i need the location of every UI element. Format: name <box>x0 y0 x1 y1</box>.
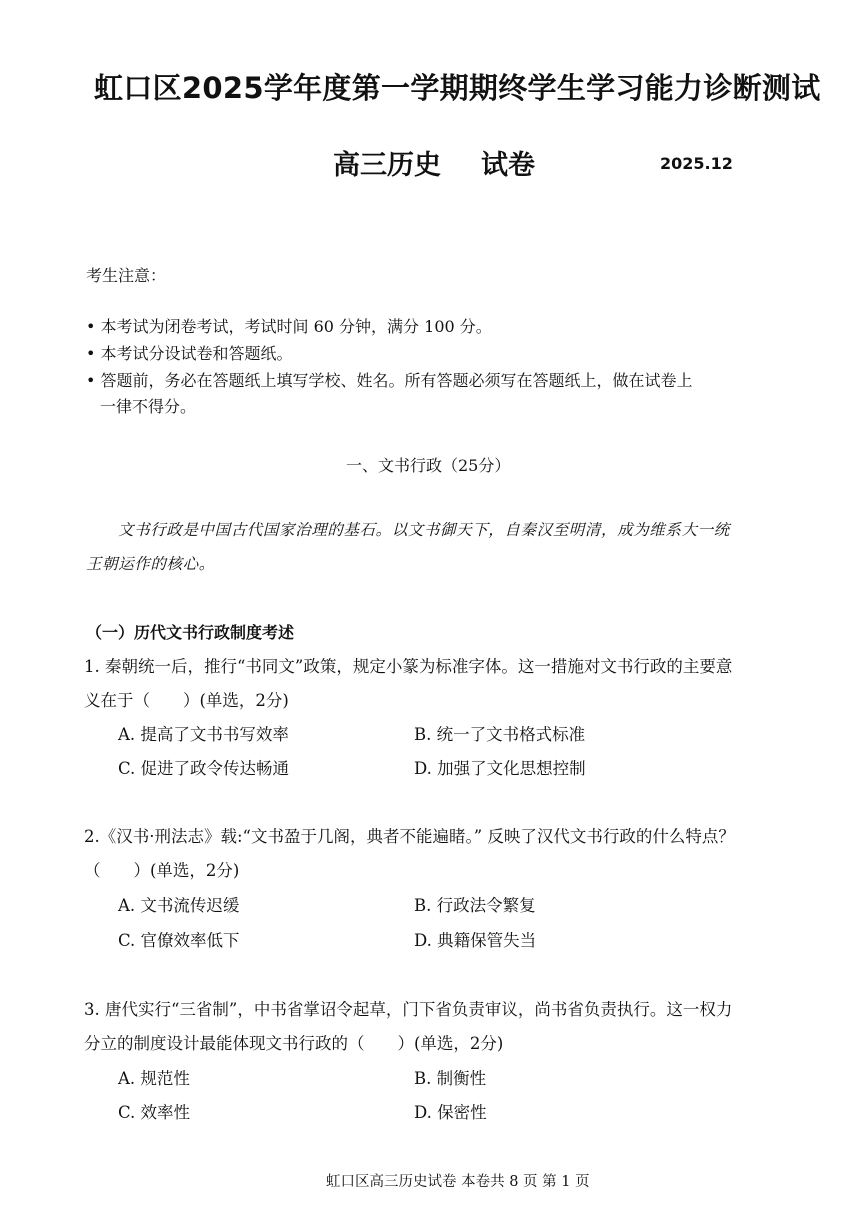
question-2-option-a: A. 文书流传迟缓 <box>118 896 240 915</box>
notice-item: • 本考试为闭卷考试，考试时间 60 分钟，满分 100 分。 <box>86 317 492 336</box>
question-1-option-d: D. 加强了文化思想控制 <box>414 759 586 778</box>
question-2-option-c: C. 官僚效率低下 <box>118 931 240 950</box>
exam-title: 虹口区2025学年度第一学期期终学生学习能力诊断测试 <box>94 71 821 105</box>
notice-heading: 考生注意： <box>86 266 167 285</box>
subsection-title: （一）历代文书行政制度考述 <box>86 623 295 642</box>
question-1-option-c: C. 促进了政令传达畅通 <box>118 759 290 778</box>
section-intro: 王朝运作的核心。 <box>86 555 215 573</box>
notice-item-continuation: 一律不得分。 <box>100 397 197 416</box>
exam-subtitle <box>333 143 535 182</box>
notice-item: • 答题前，务必在答题纸上填写学校、姓名。所有答题必须写在答题纸上，做在试卷上 <box>86 371 693 390</box>
exam-date: 2025.12 <box>660 154 733 173</box>
question-3-stem: 分立的制度设计最能体现文书行政的（ ）(单选，2分) <box>84 1034 504 1053</box>
question-2-stem: 2.《汉书·刑法志》载:“文书盈于几阁，典者不能遍睹。” 反映了汉代文书行政的什么特点？ <box>84 827 735 846</box>
question-2-stem: （ ）(单选，2分) <box>84 861 240 880</box>
question-3-option-b: B. 制衡性 <box>414 1069 487 1088</box>
notice-item: • 本考试分设试卷和答题纸。 <box>86 344 293 363</box>
paper-label: 试卷 <box>481 150 535 181</box>
question-3-option-d: D. 保密性 <box>414 1103 487 1122</box>
section-title: 一、文书行政（25分） <box>346 456 511 475</box>
question-3-stem: 3. 唐代实行“三省制”，中书省掌诏令起草，门下省负责审议，尚书省负责执行。这一权力 <box>84 1000 733 1019</box>
question-1-option-b: B. 统一了文书格式标准 <box>414 725 586 744</box>
page-footer: 虹口区高三历史试卷 本卷共 8 页 第 1 页 <box>326 1174 590 1190</box>
question-1-stem: 1. 秦朝统一后，推行“书同文”政策，规定小篆为标准字体。这一措施对文书行政的主要意 <box>84 657 733 676</box>
question-1-option-a: A. 提高了文书书写效率 <box>118 725 289 744</box>
question-3-option-a: A. 规范性 <box>118 1069 190 1088</box>
question-2-option-d: D. 典籍保管失当 <box>414 931 537 950</box>
question-3-option-c: C. 效率性 <box>118 1103 191 1122</box>
section-intro: 文书行政是中国古代国家治理的基石。以文书御天下，自秦汉至明清，成为维系大一统 <box>118 521 730 539</box>
subject-label: 高三历史 <box>333 150 441 181</box>
question-1-stem: 义在于（ ）(单选，2分) <box>84 691 289 710</box>
question-2-option-b: B. 行政法令繁复 <box>414 896 536 915</box>
